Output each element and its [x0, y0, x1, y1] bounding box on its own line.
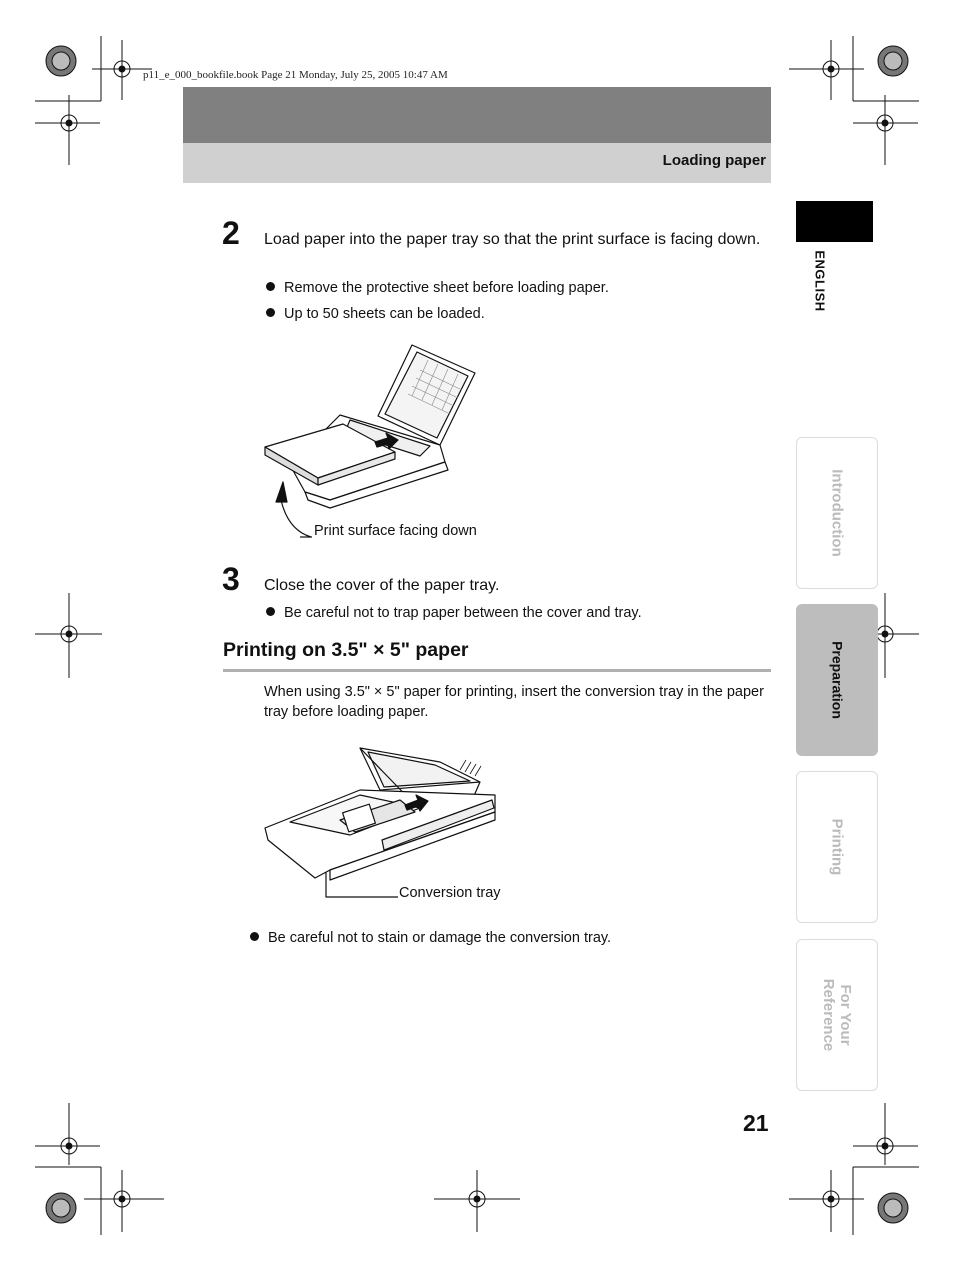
tab-label: Preparation: [829, 641, 846, 719]
tab-label: Introduction: [828, 469, 846, 557]
page-number: 21: [743, 1110, 769, 1136]
language-label: ENGLISH: [812, 250, 828, 312]
step-number: 3: [222, 561, 240, 597]
bullet-text: Be careful not to stain or damage the conversion tray.: [268, 930, 612, 946]
bullet-text: Be careful not to trap paper between the cover and tray.: [284, 605, 642, 621]
tab-label: For Your Reference: [820, 978, 854, 1052]
figure-caption: Print surface facing down: [314, 523, 477, 539]
file-info-line: p11_e_000_bookfile.book Page 21 Monday, July 25, 2005 10:47 AM: [143, 69, 448, 81]
bullet-item: [250, 930, 611, 946]
bullet-icon: [250, 932, 259, 941]
step-number: 2: [222, 215, 240, 251]
page-header-title: Loading paper: [662, 152, 766, 169]
step-instruction: Load paper into the paper tray so that the print surface is facing down.: [264, 231, 761, 248]
step-instruction: Close the cover of the paper tray.: [264, 577, 500, 594]
section-paragraph: When using 3.5" × 5" paper for printing, insert the conversion tray in the paper tray before loading paper.: [264, 684, 764, 720]
section-heading: Printing on 3.5" × 5" paper: [223, 639, 469, 661]
bullet-text: Remove the protective sheet before loading paper.: [284, 280, 609, 296]
tab-label: Printing: [828, 818, 846, 876]
figure-caption: Conversion tray: [399, 885, 501, 901]
bullet-text: Up to 50 sheets can be loaded.: [284, 306, 485, 322]
